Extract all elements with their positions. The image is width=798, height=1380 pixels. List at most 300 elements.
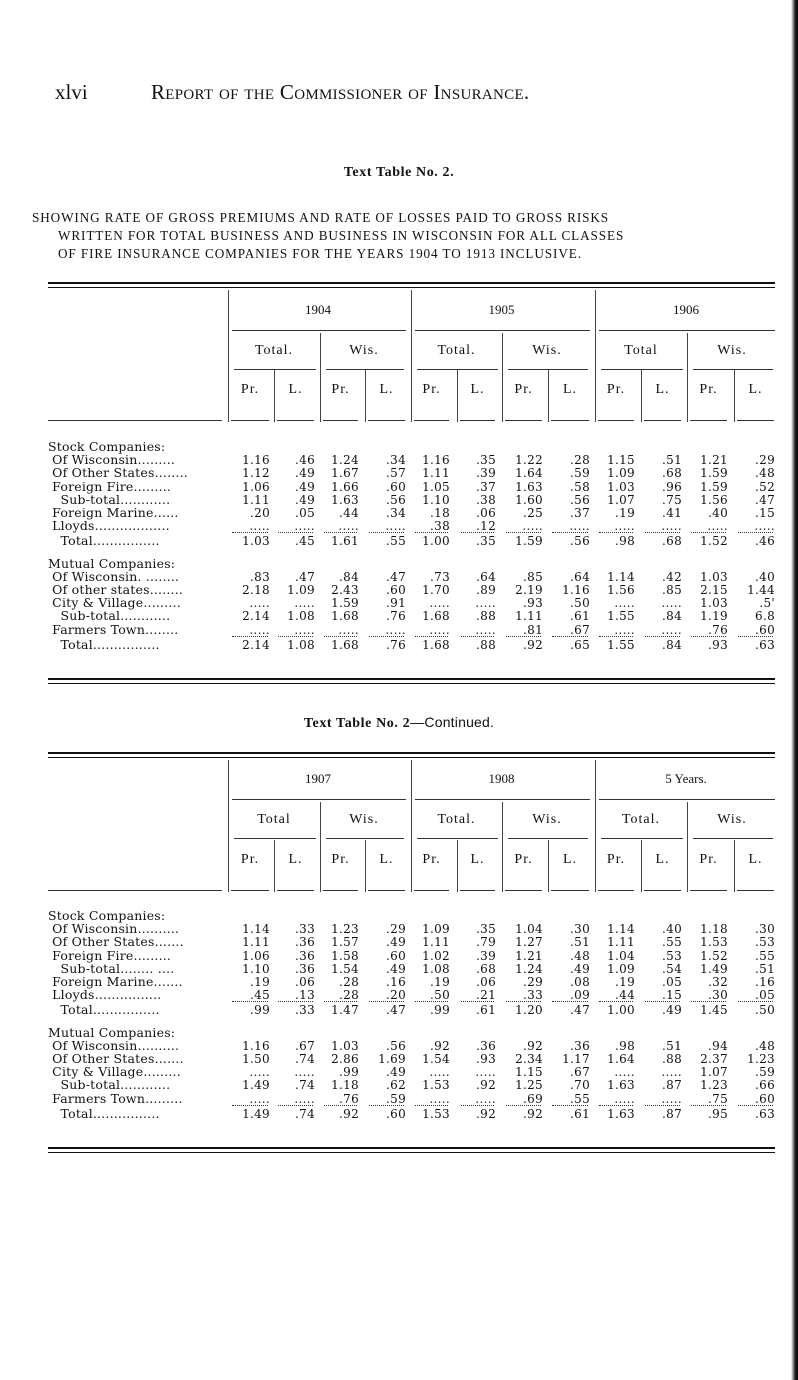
row-label: Of Wisconsin.......... [48,921,180,937]
row-label: Of Other States....... [48,934,184,950]
total-rule [461,1105,494,1106]
group-header: Total [257,812,291,827]
header-bottom-rule [598,890,634,891]
table-cell: 1.54 [331,961,359,976]
table-cell: 1.68 [422,637,450,652]
table-cell: 1.08 [287,609,315,624]
table-cell: 1.68 [331,637,359,652]
empty-cell: ..... [614,596,635,611]
table-cell: .09 [570,988,590,1003]
group-header: Wis. [349,343,379,358]
table-cell: 1.52 [700,534,728,549]
table-cell: 1.10 [242,961,270,976]
subcolumn-header: L. [470,852,485,867]
table-cell: .55 [570,1091,590,1106]
table-cell: .61 [476,1003,496,1018]
table-cell: 1.23 [700,1078,728,1093]
header-bottom-rule [644,890,681,891]
year-underline [232,330,406,331]
empty-cell: ..... [614,1091,635,1106]
total-rule [324,636,357,637]
table-cell: .64 [476,569,496,584]
table-cell: 1.10 [422,492,450,507]
row-label: Lloyds.................. [48,518,170,534]
table-cell: .38 [476,492,496,507]
table-cell: .84 [662,637,682,652]
empty-cell: ..... [338,519,359,534]
subcolumn-header: Pr. [331,852,350,867]
total-rule [369,532,404,533]
table-cell: 1.63 [607,1078,635,1093]
table-cell: .34 [386,506,406,520]
table-cell: 1.57 [331,935,359,950]
empty-cell: ..... [614,622,635,637]
year-header: 1906 [673,302,699,317]
table-cell: .30 [755,922,775,937]
table-cell: .63 [755,1106,775,1121]
table-cell: .73 [430,569,450,584]
table-cell: 1.22 [515,453,543,468]
table-cell: 1.64 [515,466,543,481]
table-cell: .67 [570,1065,590,1080]
table-cell: .49 [662,1003,682,1018]
table-title [0,165,798,181]
empty-cell: ..... [429,1065,450,1080]
row-label: Foreign Marine....... [48,974,183,989]
empty-cell: ..... [707,519,728,534]
table-title-continued [0,714,798,732]
table-cell: .34 [386,453,406,468]
empty-cell: ..... [614,519,635,534]
year-header: 5 Years. [665,771,707,786]
table-cell: .69 [523,1091,543,1106]
empty-cell: ..... [475,596,496,611]
empty-cell: ..... [249,1065,270,1080]
table-cell: .51 [755,961,775,976]
table-top-rule [48,282,775,288]
empty-cell: ..... [661,596,682,611]
empty-cell: ..... [475,1091,496,1106]
total-rule [232,532,268,533]
subcolumn-header: L. [288,852,303,867]
table-cell: .92 [476,1106,496,1121]
table-cell: .08 [570,975,590,989]
table-cell: .35 [476,534,496,549]
table-cell: .48 [570,948,590,963]
table-cell: 1.23 [747,1052,775,1066]
empty-cell: ..... [294,1091,315,1106]
table-row [48,1107,775,1121]
table-cell: .40 [662,922,682,937]
table-cell: .47 [386,569,406,584]
table-cell: .32 [708,975,728,989]
table-cell: .37 [570,506,590,520]
table-cell: .25 [523,506,543,520]
table-row [48,1003,775,1017]
table-cell: .92 [339,1106,359,1121]
table-cell: 1.03 [700,596,728,611]
table-cell: 1.15 [515,1065,543,1080]
table-cell: .60 [386,583,406,597]
section-heading-label: Stock Companies: [48,439,166,454]
table-cell: 1.23 [331,922,359,937]
row-label: Foreign Fire......... [48,478,172,494]
header-bottom-rule [551,420,589,421]
empty-cell: ..... [294,1065,315,1080]
group-header: Wis. [532,343,562,358]
table-bottom-rule [48,1147,775,1153]
table-cell: 1.04 [607,948,635,963]
table-cell: 1.59 [331,596,359,611]
row-label: Of Other States........ [48,465,188,481]
table-cell: 1.63 [331,492,359,507]
table-cell: .60 [386,479,406,494]
running-title: Report of the Commissioner of Insurance. [151,80,530,104]
row-label: Of Wisconsin.......... [48,1037,180,1053]
table-cell: .06 [476,975,496,989]
page-edge-shadow [791,0,798,1380]
total-rule [738,636,773,637]
row-label: Of other states........ [48,582,184,597]
table-cell: 2.34 [515,1052,543,1066]
subcolumn-header: L. [655,382,670,397]
group-underline [508,369,588,370]
table-cell: .98 [615,1038,635,1053]
table-cell: .29 [755,453,775,468]
table-cell: .63 [755,637,775,652]
table-cell: .56 [386,1038,406,1053]
total-rule [369,1001,404,1002]
table-cell: 2.37 [700,1052,728,1066]
table-cell: 2.86 [331,1052,359,1066]
group-header: Total. [437,812,476,827]
table-cell: .92 [523,1038,543,1053]
group-header: Wis. [717,812,747,827]
table-cell: 1.16 [242,453,270,468]
table-cell: 1.09 [287,583,315,597]
table-description [32,209,782,263]
header-bottom-rule [323,420,358,421]
table-row [48,988,775,1002]
table-cell: 1.21 [700,453,728,468]
table-cell: .84 [662,609,682,624]
table-cell: .50 [570,596,590,611]
empty-cell: ..... [661,622,682,637]
table-cell: .88 [476,637,496,652]
table-cell: 1.50 [242,1052,270,1066]
table-cell: 1.21 [515,948,543,963]
total-rule [461,1001,494,1002]
table-cell: .05 [662,975,682,989]
table-cell: .56 [570,534,590,549]
table-cell: .13 [295,988,315,1003]
table-cell: .29 [386,922,406,937]
empty-cell: ..... [249,622,270,637]
table-cell: 1.70 [422,583,450,597]
table-cell: 1.12 [242,466,270,481]
table-row [48,1092,775,1106]
table-bottom-rule [48,678,775,684]
empty-cell: ..... [429,596,450,611]
table-cell: .88 [662,1052,682,1066]
table-cell: .55 [386,534,406,549]
table-cell: .20 [386,988,406,1003]
table-cell: 1.15 [607,453,635,468]
table-cell: 1.00 [422,534,450,549]
year-underline [415,330,590,331]
subcolumn-header: L. [379,382,394,397]
table-cell: 1.11 [422,935,450,950]
table-cell: .60 [755,622,775,637]
table-cell: .15 [755,506,775,520]
header-bottom-rule [368,890,405,891]
empty-cell: ..... [385,519,406,534]
table-cell: .70 [570,1078,590,1093]
table-cell: .87 [662,1106,682,1121]
header-bottom-rule [231,420,269,421]
total-rule [738,532,773,533]
table-cell: 1.69 [378,1052,406,1066]
group-underline [508,838,588,839]
total-rule [324,1001,357,1002]
header-bottom-rule [231,890,269,891]
row-label: Lloyds................ [48,987,162,1003]
empty-cell: ..... [385,622,406,637]
group-underline [234,838,316,839]
table-cell: 1.47 [331,1003,359,1018]
table-cell: .68 [662,534,682,549]
table-cell: .74 [295,1052,315,1066]
table-cell: .81 [523,622,543,637]
row-label: Farmers Town........ [48,621,179,637]
table-cell: 2.43 [331,583,359,597]
table-cell: .46 [295,453,315,468]
table-cell: 1.17 [562,1052,590,1066]
total-rule [599,636,633,637]
table-cell: .16 [386,975,406,989]
header-bottom-rule [598,420,634,421]
table-cell: .49 [295,466,315,481]
table-cell: .46 [755,534,775,549]
empty-cell: ..... [429,622,450,637]
subcolumn-header: Pr. [240,382,260,397]
table-cell: 1.03 [242,534,270,549]
table-cell: .36 [570,1038,590,1053]
table-cell: 1.55 [607,637,635,652]
header-bottom-rule [368,420,405,421]
table-cell: .16 [755,975,775,989]
table-cell: .59 [570,466,590,481]
table-cell: .33 [523,988,543,1003]
table-cell: .79 [476,935,496,950]
table-cell: 1.54 [422,1052,450,1066]
table-cell: .36 [295,935,315,950]
row-label: Sub-total............ [48,491,171,507]
table-cell: 1.59 [700,479,728,494]
header-bottom-rule [505,890,542,891]
table-cell: .66 [755,1078,775,1093]
total-rule [278,1105,313,1106]
empty-cell: ..... [614,1065,635,1080]
table-cell: .50 [755,1003,775,1018]
group-underline [601,838,683,839]
section-heading-label: Stock Companies: [48,908,166,923]
table-cell: 2.14 [242,637,270,652]
table-cell: .40 [755,569,775,584]
table-cell: .21 [476,988,496,1003]
table-cell: .20 [250,506,270,520]
subcolumn-header: Pr. [514,852,533,867]
table-cell: .85 [662,583,682,597]
total-rule [278,532,313,533]
total-rule [415,532,448,533]
total-rule [415,636,448,637]
table-cell: .45 [250,988,270,1003]
empty-cell: ..... [249,1091,270,1106]
table-cell: .06 [476,506,496,520]
total-rule [278,636,313,637]
table-cell: .56 [570,492,590,507]
header-bottom-rule [48,420,222,421]
table-cell: .30 [708,988,728,1003]
table-cell: 1.52 [700,948,728,963]
subcolumn-header: L. [748,382,763,397]
table-cell: 1.11 [242,935,270,950]
table-cell: .87 [662,1078,682,1093]
total-rule [506,1001,541,1002]
group-underline [693,369,773,370]
table-cell: .42 [662,569,682,584]
total-rule [369,636,404,637]
total-rule [415,1105,448,1106]
row-label: Foreign Fire......... [48,947,172,963]
table-cell: .88 [476,609,496,624]
table-cell: .18 [430,506,450,520]
table-cell: .47 [755,492,775,507]
table-title-continued-text: —Continued. [410,714,495,730]
subcolumn-header: Pr. [240,852,260,867]
table-cell: 1.24 [515,961,543,976]
table-cell: .64 [570,569,590,584]
table-cell: .28 [339,988,359,1003]
table-cell: .59 [755,1065,775,1080]
total-rule [324,1105,357,1106]
header-bottom-rule [414,420,449,421]
table-cell: .53 [755,935,775,950]
table-cell: 1.02 [422,948,450,963]
year-header: 1908 [488,771,515,786]
table-cell: .47 [295,569,315,584]
table-cell: 1.49 [242,1106,270,1121]
table-cell: .74 [295,1078,315,1093]
row-label: Total................ [48,636,160,652]
table-cell: 1.11 [242,492,270,507]
table-cell: 1.09 [607,961,635,976]
header-bottom-rule [737,420,774,421]
total-rule [691,636,726,637]
table-cell: 1.14 [607,922,635,937]
group-header: Total. [621,812,661,827]
table-cell: .68 [476,961,496,976]
table-cell: .99 [430,1003,450,1018]
total-rule [552,1105,588,1106]
total-rule [691,532,726,533]
table-cell: .35 [476,922,496,937]
table-cell: .39 [476,948,496,963]
empty-cell: ..... [338,622,359,637]
table-cell: 1.64 [607,1052,635,1066]
total-rule [506,636,541,637]
table-row [48,638,775,652]
table-cell: 1.18 [700,922,728,937]
table-cell: 1.58 [331,948,359,963]
header-bottom-rule [460,890,495,891]
total-rule [506,1105,541,1106]
table-cell: .91 [386,596,406,611]
table-cell: .55 [755,948,775,963]
table-cell: 1.16 [422,453,450,468]
table-cell: .44 [339,506,359,520]
empty-cell: ..... [754,519,775,534]
table-cell: .48 [755,1038,775,1053]
table-cell: .60 [755,1091,775,1106]
table-cell: .36 [295,961,315,976]
header-bottom-rule [277,420,314,421]
table-cell: .49 [570,961,590,976]
table-cell: .76 [386,637,406,652]
table-cell: .33 [295,922,315,937]
total-rule [599,1001,633,1002]
subcolumn-header: Pr. [606,852,626,867]
table-cell: .49 [386,935,406,950]
row-label: Total................ [48,1105,160,1121]
row-label: Sub-total............ [48,608,171,624]
row-label: Total................ [48,1002,160,1018]
table-cell: .98 [615,534,635,549]
table-cell: 1.14 [242,922,270,937]
table-cell: .93 [476,1052,496,1066]
table-cell: .50 [430,988,450,1003]
table-cell: 1.63 [607,1106,635,1121]
table-cell: 1.09 [607,466,635,481]
table-top-rule [48,752,775,758]
year-underline [599,330,775,331]
table-cell: .48 [755,466,775,481]
row-label: City & Village......... [48,1064,181,1080]
table-cell: .19 [430,975,450,989]
total-rule [645,532,680,533]
year-underline [599,799,775,800]
subcolumn-header: L. [379,852,394,867]
table-cell: 1.03 [607,479,635,494]
page-header [55,80,775,105]
table-cell: .19 [615,975,635,989]
table-cell: .53 [662,948,682,963]
row-label: Farmers Town......... [48,1090,183,1106]
total-rule [461,636,494,637]
description-line: SHOWING RATE OF GROSS PREMIUMS AND RATE OF LOSSES PAID TO GROSS RISKS [32,210,610,225]
subcolumn-header: L. [748,852,763,867]
table-cell: .56 [386,492,406,507]
table-cell: .54 [662,961,682,976]
table-cell: .47 [570,1003,590,1018]
table-cell: 1.11 [515,609,543,624]
table-cell: .99 [250,1003,270,1018]
row-label: Of Wisconsin. ........ [48,568,180,584]
total-rule [552,532,588,533]
table-cell: 2.14 [242,609,270,624]
table-cell: 1.56 [607,583,635,597]
